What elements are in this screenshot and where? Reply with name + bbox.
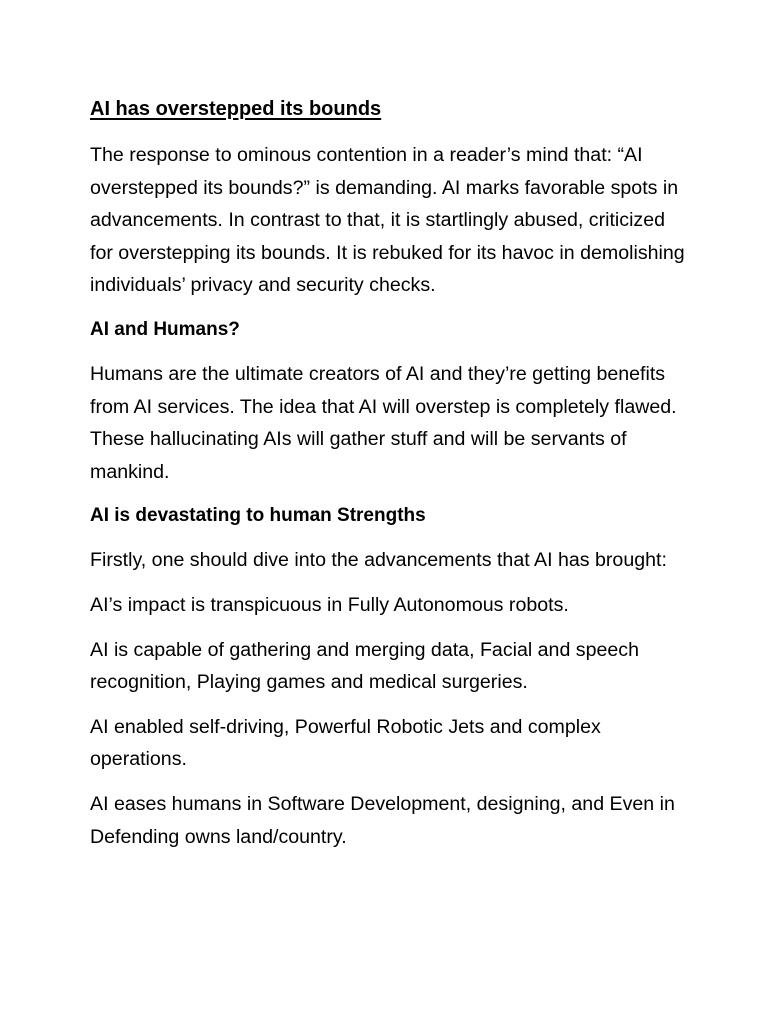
document-title: AI has overstepped its bounds	[90, 98, 382, 120]
section-paragraph: AI’s impact is transpicuous in Fully Autonomous robots.	[90, 593, 569, 616]
section-paragraph: Firstly, one should dive into the advancements that AI has brought:	[90, 549, 667, 572]
intro-paragraph: The response to ominous contention in a reader’s mind that: “AI overstepped its bounds?” is demanding. AI marks favorable spots in advancements. In contrast to that, it is startlingly abused, criticized for overstepping its bounds. It is rebuked for its havoc in demolishing individuals’ privacy and security checks.	[90, 144, 685, 297]
section-heading-ai-and-humans: AI and Humans?	[90, 318, 240, 340]
section-paragraph: AI eases humans in Software Development, designing, and Even in Defending owns land/country.	[90, 792, 675, 848]
section-paragraph: AI enabled self-driving, Powerful Robotic Jets and complex operations.	[90, 715, 601, 771]
section-paragraph: Humans are the ultimate creators of AI and they’re getting benefits from AI services. The idea that AI will overstep is completely flawed. These hallucinating AIs will gather stuff and will be servants of mankind.	[90, 362, 677, 483]
section-heading-ai-devastating: AI is devastating to human Strengths	[90, 505, 426, 527]
document-page	[90, 94, 690, 865]
section-paragraph: AI is capable of gathering and merging data, Facial and speech recognition, Playing games and medical surgeries.	[90, 638, 639, 694]
